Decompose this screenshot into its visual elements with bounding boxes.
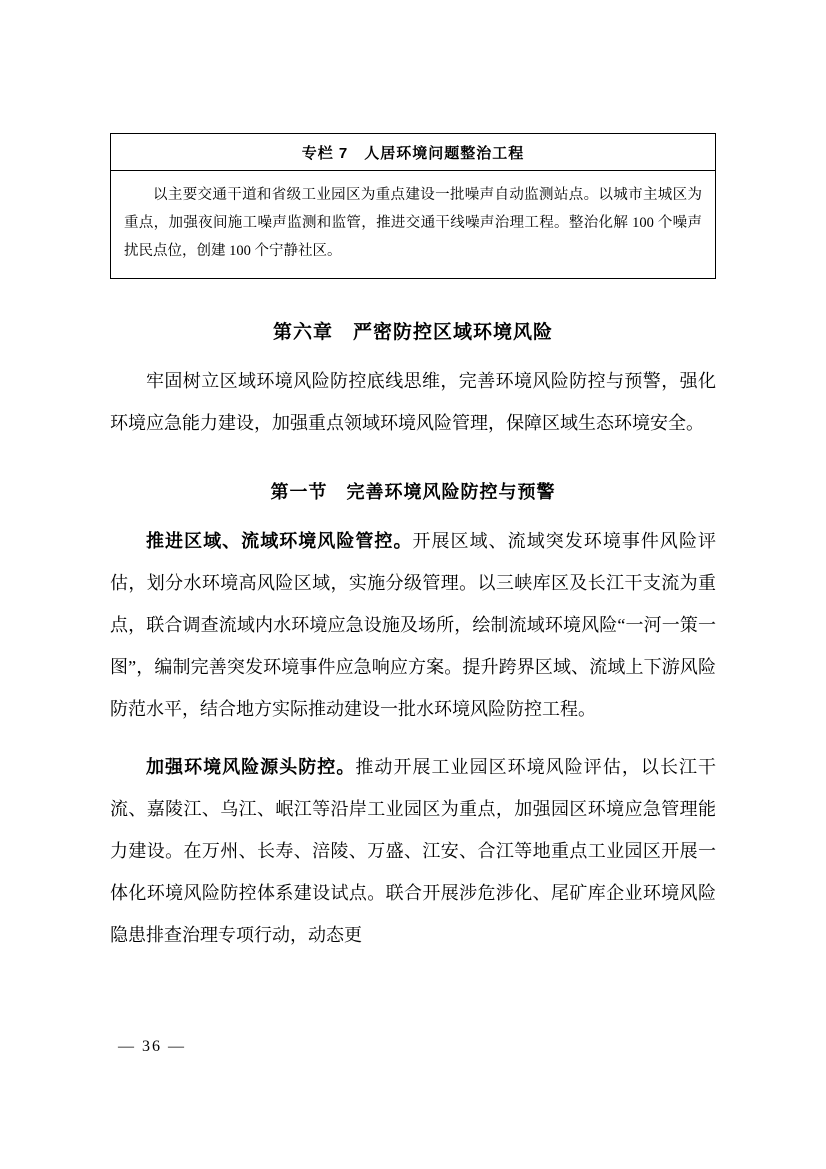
page-number: — 36 — [118,1038,186,1055]
callout-box [110,133,716,279]
paragraph-source-prevention-text: 推动开展工业园区环境风险评估，以长江干流、嘉陵江、乌江、岷江等沿岸工业园区为重点，加强园区环境应急管理能力建设。在万州、长寿、涪陵、万盛、江安、合江等地重点工业园区开展一体化环境风险防控体系建设试点。联合开展涉危涉化、尾矿库企业环境风险隐患排查治理专项行动，动态更 [110,757,717,945]
chapter-intro-paragraph: 牢固树立区域环境风险防控底线思维，完善环境风险防控与预警，强化环境应急能力建设，加强重点领域环境风险管理，保障区域生态环境安全。 [110,371,716,433]
callout-box-body: 以主要交通干道和省级工业园区为重点建设一批噪声自动监测站点。以城市主城区为重点，加强夜间施工噪声监测和监管，推进交通干线噪声治理工程。整治化解 100 个噪声扰民点位，创建 100 个宁静社区。 [124,187,702,259]
paragraph-risk-control-lead: 推进区域、流域环境风险管控。 [146,531,413,551]
callout-box-title: 专栏 7 人居环境问题整治工程 [111,134,715,171]
paragraph-risk-control [110,520,716,730]
section-title: 第一节 完善环境风险防控与预警 [270,482,556,502]
paragraph-risk-control-text: 开展区域、流域突发环境事件风险评估，划分水环境高风险区域，实施分级管理。以三峡库区及长江干支流为重点，联合调查流域内水环境应急设施及场所，绘制流域环境风险“一河一策一图”，编制完善突发环境事件应急响应方案。提升跨界区域、流域上下游风险防范水平，结合地方实际推动建设一批水环境风险防控工程。 [110,531,717,719]
paragraph-source-prevention-lead: 加强环境风险源头防控。 [146,757,356,777]
chapter-title: 第六章 严密防控区域环境风险 [272,322,553,343]
paragraph-source-prevention [110,746,716,956]
